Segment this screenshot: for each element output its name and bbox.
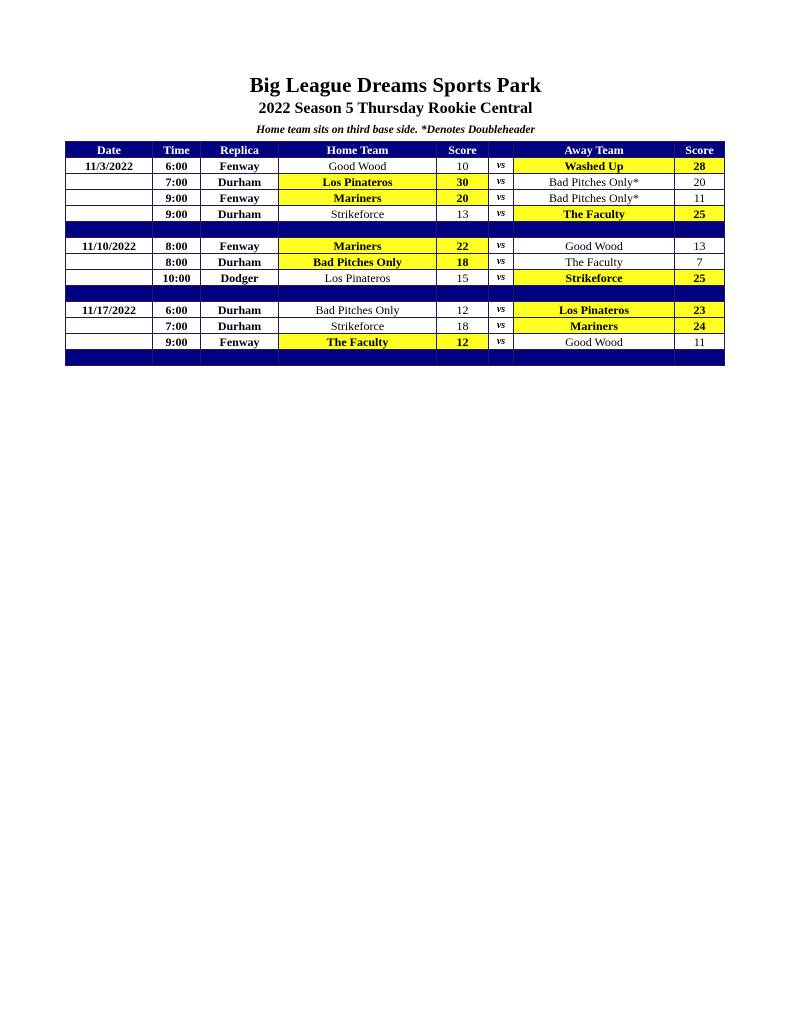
game-date <box>66 190 153 206</box>
away-team: Washed Up <box>514 158 675 174</box>
away-score: 23 <box>675 302 725 318</box>
home-team: Strikeforce <box>279 206 437 222</box>
game-time: 7:00 <box>153 318 201 334</box>
game-date <box>66 334 153 350</box>
separator-cell <box>514 286 675 302</box>
home-score: 10 <box>437 158 489 174</box>
game-time: 9:00 <box>153 206 201 222</box>
game-date <box>66 174 153 190</box>
home-score: 22 <box>437 238 489 254</box>
away-score: 7 <box>675 254 725 270</box>
game-date <box>66 270 153 286</box>
game-time: 8:00 <box>153 238 201 254</box>
game-time: 9:00 <box>153 334 201 350</box>
game-time: 6:00 <box>153 302 201 318</box>
separator-cell <box>201 286 279 302</box>
game-row <box>66 238 725 254</box>
week-separator <box>66 222 725 238</box>
vs-label: vs <box>489 174 514 190</box>
home-score: 12 <box>437 334 489 350</box>
away-score: 25 <box>675 206 725 222</box>
home-team: Los Pinateros <box>279 270 437 286</box>
schedule-body <box>66 158 725 366</box>
game-date: 11/17/2022 <box>66 302 153 318</box>
separator-cell <box>66 286 153 302</box>
header-time: Time <box>153 142 201 158</box>
home-score: 20 <box>437 190 489 206</box>
separator-cell <box>514 350 675 366</box>
vs-label: vs <box>489 334 514 350</box>
page-title: Big League Dreams Sports Park <box>249 73 542 97</box>
separator-cell <box>437 350 489 366</box>
header-date: Date <box>66 142 153 158</box>
schedule-table <box>65 141 725 366</box>
separator-cell <box>437 222 489 238</box>
vs-label: vs <box>489 206 514 222</box>
game-time: 9:00 <box>153 190 201 206</box>
away-team: Bad Pitches Only* <box>514 190 675 206</box>
vs-label: vs <box>489 302 514 318</box>
vs-label: vs <box>489 270 514 286</box>
home-score: 18 <box>437 318 489 334</box>
away-team: Strikeforce <box>514 270 675 286</box>
game-date <box>66 254 153 270</box>
separator-cell <box>279 222 437 238</box>
home-score: 30 <box>437 174 489 190</box>
separator-cell <box>437 286 489 302</box>
game-row <box>66 206 725 222</box>
game-replica: Durham <box>201 206 279 222</box>
game-replica: Dodger <box>201 270 279 286</box>
game-time: 8:00 <box>153 254 201 270</box>
separator-cell <box>675 350 725 366</box>
separator-cell <box>489 350 514 366</box>
separator-cell <box>279 350 437 366</box>
header-away-score: Score <box>675 142 725 158</box>
away-score: 25 <box>675 270 725 286</box>
separator-cell <box>201 350 279 366</box>
separator-cell <box>489 222 514 238</box>
away-team: Bad Pitches Only* <box>514 174 675 190</box>
header-home-score: Score <box>437 142 489 158</box>
away-score: 28 <box>675 158 725 174</box>
separator-cell <box>153 222 201 238</box>
vs-label: vs <box>489 318 514 334</box>
schedule-note: Home team sits on third base side. *Denotes Doubleheader <box>256 124 535 136</box>
separator-cell <box>675 286 725 302</box>
away-score: 13 <box>675 238 725 254</box>
game-replica: Durham <box>201 174 279 190</box>
away-score: 11 <box>675 190 725 206</box>
game-date <box>66 206 153 222</box>
game-time: 10:00 <box>153 270 201 286</box>
game-time: 6:00 <box>153 158 201 174</box>
away-team: Mariners <box>514 318 675 334</box>
vs-label: vs <box>489 238 514 254</box>
vs-label: vs <box>489 190 514 206</box>
week-separator <box>66 286 725 302</box>
game-date: 11/3/2022 <box>66 158 153 174</box>
home-score: 15 <box>437 270 489 286</box>
header-vs <box>489 142 514 158</box>
game-replica: Durham <box>201 254 279 270</box>
game-row <box>66 190 725 206</box>
game-row <box>66 174 725 190</box>
away-score: 20 <box>675 174 725 190</box>
game-date <box>66 318 153 334</box>
game-date: 11/10/2022 <box>66 238 153 254</box>
header-replica: Replica <box>201 142 279 158</box>
home-team: Mariners <box>279 190 437 206</box>
separator-cell <box>514 222 675 238</box>
away-score: 24 <box>675 318 725 334</box>
game-row <box>66 270 725 286</box>
separator-cell <box>201 222 279 238</box>
home-team: Good Wood <box>279 158 437 174</box>
game-replica: Fenway <box>201 334 279 350</box>
home-score: 13 <box>437 206 489 222</box>
away-team: Los Pinateros <box>514 302 675 318</box>
separator-cell <box>66 222 153 238</box>
header-row <box>66 142 725 158</box>
game-time: 7:00 <box>153 174 201 190</box>
home-score: 18 <box>437 254 489 270</box>
away-team: Good Wood <box>514 334 675 350</box>
week-separator <box>66 350 725 366</box>
home-team: Bad Pitches Only <box>279 302 437 318</box>
game-row <box>66 158 725 174</box>
game-replica: Fenway <box>201 190 279 206</box>
game-replica: Durham <box>201 302 279 318</box>
away-team: The Faculty <box>514 254 675 270</box>
header-away-team: Away Team <box>514 142 675 158</box>
game-replica: Fenway <box>201 238 279 254</box>
vs-label: vs <box>489 158 514 174</box>
home-team: Mariners <box>279 238 437 254</box>
game-replica: Durham <box>201 318 279 334</box>
home-team: The Faculty <box>279 334 437 350</box>
separator-cell <box>675 222 725 238</box>
vs-label: vs <box>489 254 514 270</box>
home-team: Los Pinateros <box>279 174 437 190</box>
game-row <box>66 334 725 350</box>
game-row <box>66 318 725 334</box>
header-home-team: Home Team <box>279 142 437 158</box>
separator-cell <box>153 350 201 366</box>
away-team: The Faculty <box>514 206 675 222</box>
away-score: 11 <box>675 334 725 350</box>
separator-cell <box>66 350 153 366</box>
home-team: Bad Pitches Only <box>279 254 437 270</box>
game-row <box>66 302 725 318</box>
separator-cell <box>489 286 514 302</box>
game-replica: Fenway <box>201 158 279 174</box>
separator-cell <box>153 286 201 302</box>
separator-cell <box>279 286 437 302</box>
home-team: Strikeforce <box>279 318 437 334</box>
page-subtitle: 2022 Season 5 Thursday Rookie Central <box>258 100 533 117</box>
home-score: 12 <box>437 302 489 318</box>
away-team: Good Wood <box>514 238 675 254</box>
game-row <box>66 254 725 270</box>
